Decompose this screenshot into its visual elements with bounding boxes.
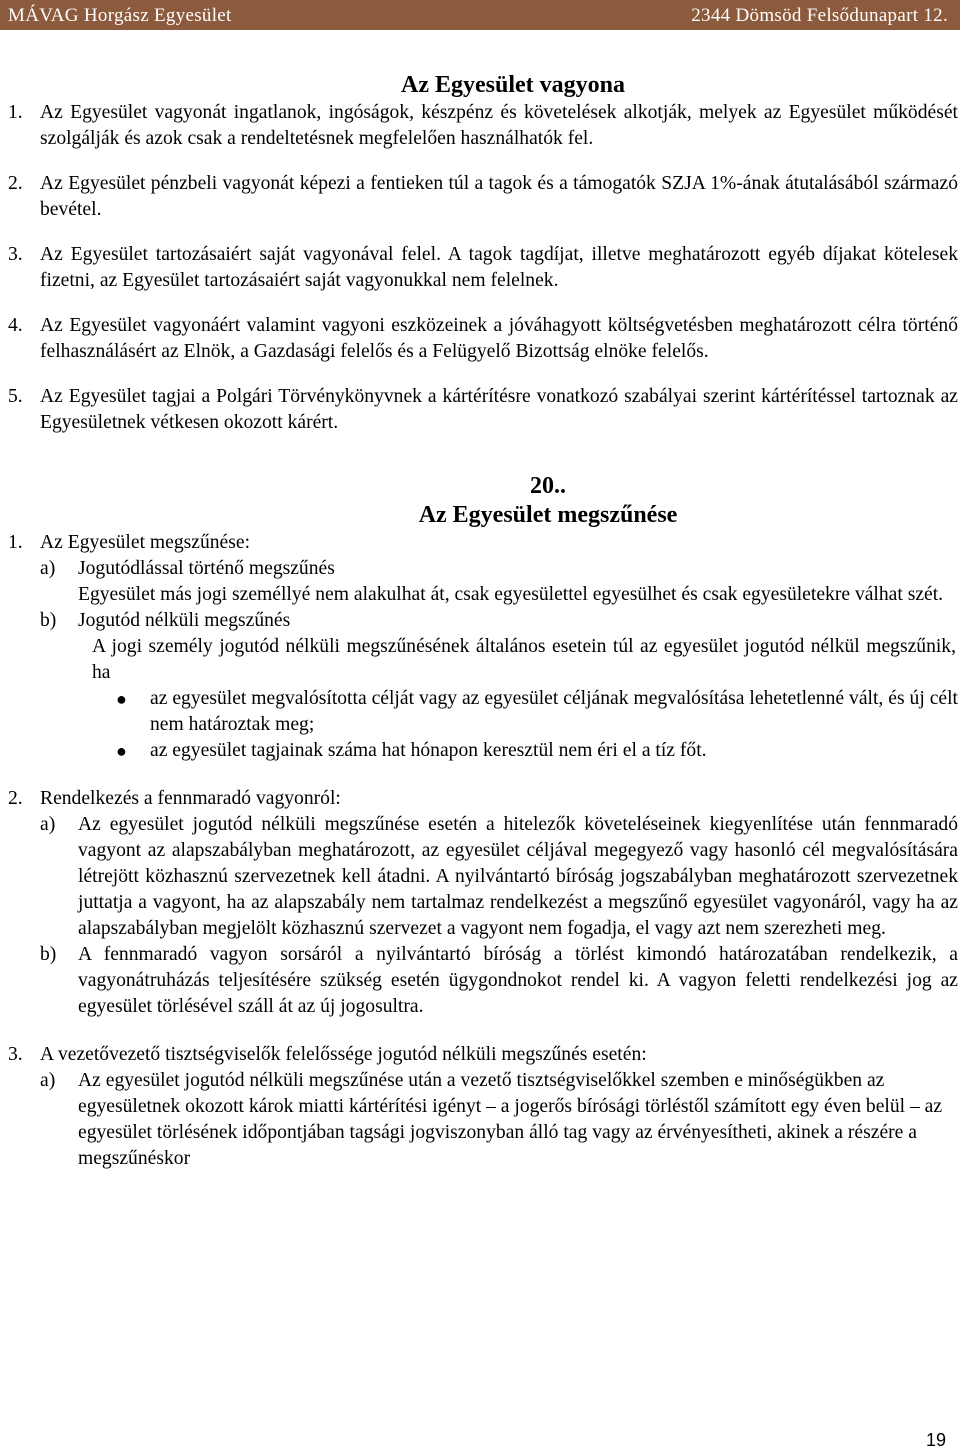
sub-item-title: Jogutód nélküli megszűnés bbox=[78, 610, 291, 631]
sub-item-text: Az egyesület jogutód nélküli megszűnése esetén a hitelezők követeléseinek kiegyenlítése után fennmaradó vagyont az alapszabályban meghatározott, az egyesület céljával megegyező vagy hasonló cél megvalósítására létrejött közhasznú szervezetnek kell átadni. A nyilvántartó bíróság jogszabályban meghatározott szervezetnek juttatja a vagyont, ha az alapszabály nem tartalmaz rendelkezést a megszűnő egyesület vagyonáról, vagy ha az alapszabályban megjelölt közhasznú szervezet a vagyont nem fogadja, el vagy azt nem szerezheti meg. bbox=[78, 814, 958, 939]
item-number: 4. bbox=[8, 315, 23, 336]
sub-item bbox=[8, 942, 958, 1020]
list-item bbox=[8, 100, 958, 152]
item-number: 1. bbox=[8, 102, 23, 123]
sub-item-label: b) bbox=[40, 944, 57, 965]
sub-item-text: Az egyesület jogutód nélküli megszűnése után a vezető tisztségviselőkkel szemben e minőségükben az egyesületnek okozott károk miatti kártérítési igényt – a jogerős bírósági törléstől számított egy éven belül – az egyesület törlésének időpontjában tagsági jogviszonyban álló tag vagy az érvényesítheti, akinek a részére a megszűnéskor bbox=[78, 1070, 943, 1169]
sub-item bbox=[8, 1068, 958, 1172]
item-text: Az Egyesület megszűnése: bbox=[40, 532, 251, 553]
item-number: 2. bbox=[8, 173, 23, 194]
item-number: 1. bbox=[8, 532, 23, 553]
sub-item-text: A fennmaradó vagyon sorsáról a nyilvántartó bíróság a törlést kimondó határozatában rendelkezik, a vagyonátruházás teljesítésére szükség esetén ügygondnokot rendel ki. A vagyon feletti rendelkezési jog az egyesület törlésével száll át az új jogosultra. bbox=[78, 944, 958, 1017]
item-number: 3. bbox=[8, 244, 23, 265]
sub-item-text: Egyesület más jogi személlyé nem alakulhat át, csak egyesülettel egyesülhet és csak egyesületekre válhat szét. bbox=[78, 584, 944, 605]
document-body bbox=[8, 70, 958, 1172]
bullet-icon: ● bbox=[116, 741, 127, 761]
item-number: 3. bbox=[8, 1044, 23, 1065]
item-number: 2. bbox=[8, 788, 23, 809]
bullet-icon: ● bbox=[116, 689, 127, 709]
bullet-text: az egyesület megvalósította célját vagy az egyesület céljának megvalósítása lehetetlenné vált, és új célt nem határoztak meg; bbox=[150, 688, 958, 735]
item-text: Az Egyesület vagyonát ingatlanok, ingóságok, készpénz és követelések alkotják, melyek az Egyesület működését szolgálják és azok csak a rendeltetésnek megfelelően használhatók fel. bbox=[40, 102, 958, 149]
section-number: 20.. bbox=[530, 473, 566, 499]
sub-item-title: Jogutódlással történő megszűnés bbox=[78, 558, 335, 579]
section-title-assets: Az Egyesület vagyona bbox=[401, 72, 625, 98]
list-item bbox=[8, 313, 958, 365]
sub-item-label: a) bbox=[40, 814, 56, 835]
list-item bbox=[8, 171, 958, 223]
bullet-item bbox=[8, 738, 958, 764]
list-item bbox=[8, 1042, 958, 1068]
item-number: 5. bbox=[8, 386, 23, 407]
item-text: Az Egyesület tartozásaiért saját vagyonával felel. A tagok tagdíjat, illetve meghatározott egyéb díjakat kötelesek fizetni, az Egyesület tartozásaiért saját vagyonukkal nem felelnek. bbox=[40, 244, 958, 291]
page-header bbox=[0, 0, 960, 30]
header-organization: MÁVAG Horgász Egyesület bbox=[8, 5, 232, 26]
item-text: A vezetővezető tisztségviselők felelőssége jogutód nélküli megszűnés esetén: bbox=[40, 1044, 647, 1065]
sub-item bbox=[8, 608, 958, 634]
sub-item bbox=[8, 812, 958, 942]
bullet-item bbox=[8, 686, 958, 738]
list-item bbox=[8, 530, 958, 556]
item-text: Az Egyesület vagyonáért valamint vagyoni eszközeinek a jóváhagyott költségvetésben meghatározott célra történő felhasználásért az Elnök, a Gazdasági felelős és a Felügyelő Bizottság elnöke felelős. bbox=[40, 315, 958, 362]
list-item bbox=[8, 384, 958, 436]
sub-item-label: b) bbox=[40, 610, 57, 631]
sub-item-label: a) bbox=[40, 1070, 56, 1091]
sub-item-text: A jogi személy jogutód nélküli megszűnésének általános esetein túl az egyesület jogutód nélkül megszűnik, ha bbox=[92, 636, 956, 683]
header-address: 2344 Dömsöd Felsődunapart 12. bbox=[691, 5, 948, 26]
item-text: Az Egyesület tagjai a Polgári Törvénykönyvnek a kártérítésre vonatkozó szabályai szerint kártérítéssel tartoznak az Egyesületnek vétkesen okozott kárért. bbox=[40, 386, 958, 433]
item-text: Az Egyesület pénzbeli vagyonát képezi a fentieken túl a tagok és a támogatók SZJA 1%-ának átutalásából származó bevétel. bbox=[40, 173, 958, 220]
list-item bbox=[8, 786, 958, 812]
list-item bbox=[8, 242, 958, 294]
section-title-dissolution: Az Egyesület megszűnése bbox=[418, 502, 678, 528]
sub-item bbox=[8, 556, 958, 582]
bullet-text: az egyesület tagjainak száma hat hónapon keresztül nem éri el a tíz főt. bbox=[150, 740, 707, 761]
item-text: Rendelkezés a fennmaradó vagyonról: bbox=[40, 788, 341, 809]
sub-item-label: a) bbox=[40, 558, 56, 579]
page-number: 19 bbox=[925, 1430, 946, 1450]
